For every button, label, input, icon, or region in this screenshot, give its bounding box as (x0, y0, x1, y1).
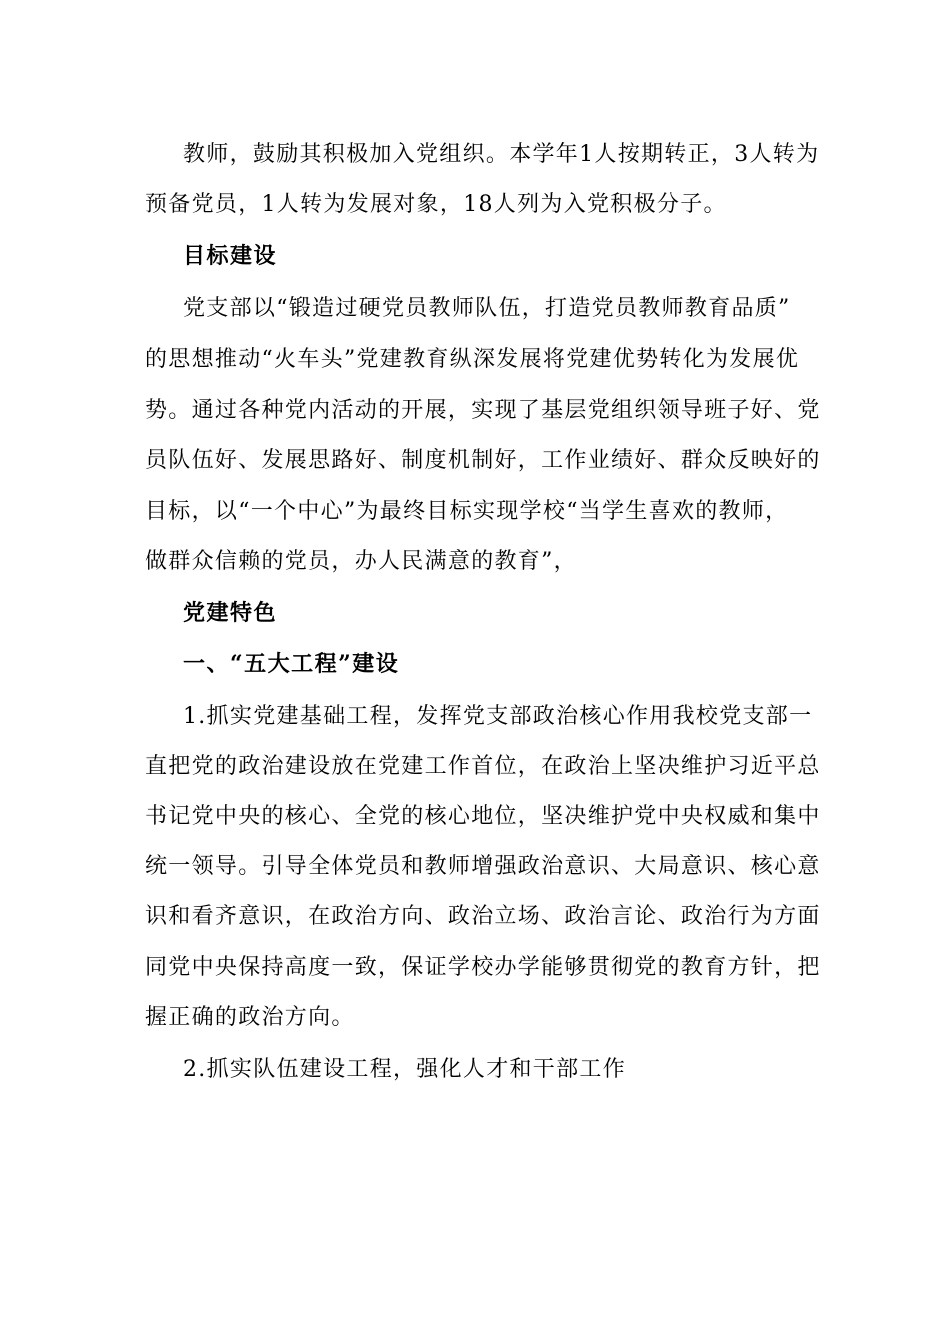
paragraph-line: 2.抓实队伍建设工程，强化人才和干部工作 (183, 1057, 626, 1082)
paragraph-line: 教师，鼓励其积极加入党组织。本学年1人按期转正，3人转为 (183, 142, 820, 167)
section-heading-five-projects: 一、“五大工程”建设 (183, 651, 400, 677)
paragraph-line: 识和看齐意识，在政治方向、政治立场、政治言论、政治行为方面 (145, 904, 821, 929)
section-heading-feature: 党建特色 (183, 600, 278, 626)
paragraph-line: 目标，以“一个中心”为最终目标实现学校“当学生喜欢的教师， (145, 499, 789, 524)
paragraph-line: 做群众信赖的党员，办人民满意的教育”， (145, 549, 577, 574)
section-heading-goal: 目标建设 (183, 243, 278, 269)
paragraph-line: 同党中央保持高度一致，保证学校办学能够贯彻党的教育方针，把 (145, 955, 821, 980)
paragraph-line: 握正确的政治方向。 (145, 1005, 355, 1030)
paragraph-line: 预备党员，1人转为发展对象，18人列为入党积极分子。 (145, 192, 727, 217)
paragraph-line: 员队伍好、发展思路好、制度机制好，工作业绩好、群众反映好的 (145, 448, 821, 473)
paragraph-line: 书记党中央的核心、全党的核心地位，坚决维护党中央权威和集中 (145, 804, 821, 829)
paragraph-line: 的思想推动“火车头”党建教育纵深发展将党建优势转化为发展优 (145, 347, 800, 372)
paragraph-line: 统一领导。引导全体党员和教师增强政治意识、大局意识、核心意 (145, 854, 821, 879)
paragraph-line: 势。通过各种党内活动的开展，实现了基层党组织领导班子好、党 (145, 398, 821, 423)
paragraph-line: 1.抓实党建基础工程，发挥党支部政治核心作用我校党支部一 (183, 704, 813, 729)
paragraph-line: 党支部以“锻造过硬党员教师队伍，打造党员教师教育品质” (183, 296, 791, 321)
paragraph-line: 直把党的政治建设放在党建工作首位，在政治上坚决维护习近平总 (145, 754, 821, 779)
